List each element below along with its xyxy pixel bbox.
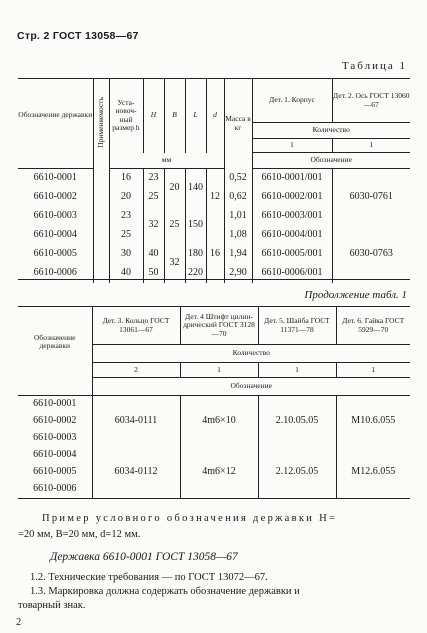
table-row-code: 6610-0001 (18, 396, 92, 413)
cell-part1: 6610-0001/001 (252, 169, 332, 188)
example-line-2: =20 мм, B=20 мм, d=12 мм. (18, 529, 141, 540)
cell-L: 180 (185, 245, 206, 264)
col-height: Уста-новоч-ный размер h (109, 79, 143, 153)
qty-part1: 1 (252, 139, 332, 153)
clause-1-2: 1.2. Технические требования — по ГОСТ 13072—67. (30, 572, 268, 583)
table-row-code: 6610-0002 (18, 188, 93, 207)
cell-part5: 2.12.05.05 (258, 447, 336, 498)
cell-B: 20 (164, 169, 185, 207)
cell-part5: 2.10.05.05 (258, 396, 336, 447)
table-1 (18, 78, 410, 283)
cell-B: 25 (164, 207, 185, 245)
example-line-1: Пример условного обозначения державки H= (42, 513, 338, 524)
table-row-code: 6610-0005 (18, 245, 93, 264)
cell-h: 20 (109, 188, 143, 207)
qty-part2: 1 (332, 139, 410, 153)
qty-part3: 2 (92, 363, 180, 378)
col-part1: Дет. 1. Корпус (252, 79, 332, 123)
cell-mass: 1,01 (224, 207, 252, 226)
cell-part2: 6030-0761 (349, 191, 393, 202)
table-row-code: 6610-0004 (18, 226, 93, 245)
col-L: L (185, 79, 206, 153)
cell-H: 50 (143, 264, 164, 283)
designation-example: Державка 6610-0001 ГОСТ 13058—67 (50, 551, 238, 563)
table-row-code: 6610-0005 (18, 464, 92, 481)
cell-h: 40 (109, 264, 143, 283)
cell-L: 220 (185, 264, 206, 283)
col-part2: Дет. 2. Ось ГОСТ 13060—67 (332, 79, 410, 123)
cell-H: 25 (143, 188, 164, 207)
col-H: H (143, 79, 164, 153)
table-row-code: 6610-0003 (18, 207, 93, 226)
cell-part1: 6610-0004/001 (252, 226, 332, 245)
cell-h: 23 (109, 207, 143, 226)
cell-part3: 6034-0112 (92, 447, 180, 498)
col-part3: Дет. 3. Кольцо ГОСТ 13061—67 (92, 307, 180, 345)
quantity-label: Количество (92, 345, 410, 363)
table-row-code: 6610-0004 (18, 447, 92, 464)
table-1-bottom-rule (18, 279, 410, 280)
cell-mass: 1,08 (224, 226, 252, 245)
table-row-code: 6610-0006 (18, 481, 92, 498)
cell-part6: M10.6.055 (351, 415, 396, 426)
table-title: Таблица 1 (341, 60, 407, 72)
table-row-code: 6610-0003 (18, 430, 92, 447)
cell-mass: 0,52 (224, 169, 252, 188)
col-designation: Обозначение державки (18, 307, 92, 378)
cell-part1: 6610-0002/001 (252, 188, 332, 207)
col-d: d (206, 79, 224, 153)
cell-part2: 6030-0763 (349, 247, 393, 259)
qty-part4: 1 (180, 363, 258, 378)
designation-label: Обозначение (252, 153, 410, 169)
cell-part3: 6034-0111 (92, 396, 180, 447)
cell-part1: 6610-0006/001 (252, 264, 332, 283)
cell-H: 40 (143, 245, 164, 264)
cell-L: 140 (185, 169, 206, 207)
col-B: B (164, 79, 185, 153)
cell-mass: 1,94 (224, 245, 252, 264)
cell-part4: 4m6×12 (180, 447, 258, 498)
cell-L: 150 (185, 207, 206, 245)
continuation-title: Продолжение табл. 1 (304, 289, 407, 301)
table-2 (18, 306, 410, 498)
clause-1-3-line-1: 1.3. Маркировка должна содержать обозначение державки и (30, 586, 300, 597)
cell-h: 25 (109, 226, 143, 245)
col-part6: Дет. 6. Гайка ГОСТ 5929—70 (336, 307, 410, 345)
cell-h: 30 (109, 245, 143, 264)
table-row-code: 6610-0006 (18, 264, 93, 283)
col-applicability: Применяемость (93, 79, 109, 169)
col-part4: Дет. 4 Штифт цилин-дрический ГОСТ 3128—70 (180, 307, 258, 345)
table-2-bottom-rule (18, 498, 410, 499)
cell-part1: 6610-0005/001 (252, 245, 332, 264)
page-header: Стр. 2 ГОСТ 13058—67 (17, 30, 139, 42)
table-row-code: 6610-0001 (18, 169, 93, 188)
col-designation: Обозначение державки (18, 79, 93, 153)
cell-h: 16 (109, 169, 143, 188)
cell-H: 32 (143, 207, 164, 245)
page-number: 2 (16, 617, 22, 628)
col-part5: Дет. 5. Шайба ГОСТ 11371—78 (258, 307, 336, 345)
cell-d: 16 (206, 226, 224, 283)
cell-d: 12 (206, 169, 224, 226)
designation-label: Обозначение (92, 378, 410, 396)
quantity-label: Количество (252, 123, 410, 139)
cell-B: 32 (164, 245, 185, 283)
cell-part4: 4m6×10 (180, 396, 258, 447)
table-row-code: 6610-0002 (18, 413, 92, 430)
cell-part1: 6610-0003/001 (252, 207, 332, 226)
unit-label: мм (109, 153, 224, 169)
cell-mass: 2,90 (224, 264, 252, 283)
cell-mass: 0,62 (224, 188, 252, 207)
cell-part6: M12.6.055 (351, 465, 396, 477)
col-mass: Масса в кг (224, 79, 252, 169)
clause-1-3-line-2: товарный знак. (18, 600, 86, 611)
qty-part5: 1 (258, 363, 336, 378)
qty-part6: 1 (336, 363, 410, 378)
cell-H: 23 (143, 169, 164, 188)
